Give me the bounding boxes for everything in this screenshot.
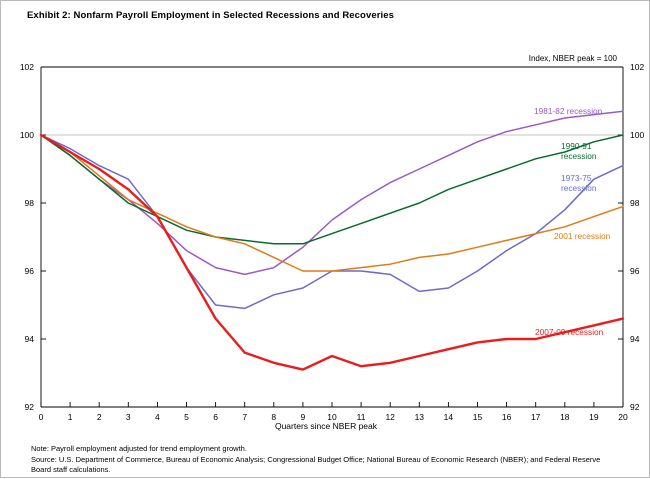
series-label-2001: 2001 recession bbox=[554, 231, 611, 241]
series-label-1981: 1981-82 recession bbox=[534, 106, 603, 116]
svg-text:13: 13 bbox=[414, 412, 425, 422]
svg-text:100: 100 bbox=[19, 130, 34, 140]
svg-text:15: 15 bbox=[472, 412, 483, 422]
svg-text:20: 20 bbox=[618, 412, 628, 422]
page-title: Exhibit 2: Nonfarm Payroll Employment in Selected Recessions and Recoveries bbox=[27, 10, 395, 21]
svg-text:19: 19 bbox=[589, 412, 599, 422]
svg-text:94: 94 bbox=[630, 334, 640, 344]
svg-text:16: 16 bbox=[501, 412, 512, 422]
series-label-1973-line1: 1973-75 bbox=[561, 173, 592, 183]
footnote-line-2: Source: U.S. Department of Commerce, Bureau of Economic Analysis; Congressional Budget Office; National Bureau of Economic Research (NBER); and Federal Reserve bbox=[31, 454, 601, 464]
svg-text:11: 11 bbox=[356, 412, 366, 422]
series-label-1990-line2: recession bbox=[561, 151, 597, 161]
svg-text:96: 96 bbox=[24, 266, 34, 276]
footnote-line-3: Board staff calculations. bbox=[31, 465, 111, 474]
svg-text:3: 3 bbox=[125, 412, 131, 422]
svg-text:12: 12 bbox=[385, 412, 395, 422]
svg-text:18: 18 bbox=[560, 412, 570, 422]
svg-text:0: 0 bbox=[38, 412, 44, 422]
series-label-2007: 2007-09 recession bbox=[535, 327, 604, 337]
svg-text:1: 1 bbox=[67, 412, 73, 422]
svg-text:5: 5 bbox=[184, 412, 189, 422]
svg-text:10: 10 bbox=[327, 412, 337, 422]
line-chart-svg bbox=[1, 1, 650, 479]
svg-text:7: 7 bbox=[242, 412, 248, 422]
index-note: Index, NBER peak = 100 bbox=[528, 54, 617, 63]
svg-text:94: 94 bbox=[24, 334, 34, 344]
svg-text:92: 92 bbox=[24, 402, 34, 412]
svg-text:102: 102 bbox=[630, 62, 645, 72]
series-line bbox=[41, 135, 623, 308]
series-label-1973-line2: recession bbox=[561, 183, 597, 193]
footnote-line-1: Note: Payroll employment adjusted for trend employment growth. bbox=[31, 444, 247, 453]
svg-text:102: 102 bbox=[19, 62, 34, 72]
chart-plot-area bbox=[1, 1, 650, 479]
svg-text:17: 17 bbox=[530, 412, 541, 422]
series-label-1990 bbox=[561, 141, 597, 161]
svg-text:96: 96 bbox=[630, 266, 640, 276]
svg-text:2: 2 bbox=[96, 412, 102, 422]
series-line bbox=[41, 111, 623, 274]
svg-text:6: 6 bbox=[213, 412, 218, 422]
svg-text:98: 98 bbox=[630, 198, 640, 208]
svg-text:98: 98 bbox=[24, 198, 34, 208]
x-axis-title: Quarters since NBER peak bbox=[274, 421, 378, 431]
svg-text:100: 100 bbox=[630, 130, 645, 140]
svg-text:9: 9 bbox=[300, 412, 306, 422]
svg-text:14: 14 bbox=[443, 412, 454, 422]
series-label-1973 bbox=[561, 173, 597, 193]
footnote bbox=[31, 444, 631, 476]
svg-text:92: 92 bbox=[630, 402, 640, 412]
svg-text:4: 4 bbox=[155, 412, 160, 422]
svg-text:8: 8 bbox=[271, 412, 277, 422]
series-label-1990-line1: 1990-91 bbox=[561, 141, 592, 151]
